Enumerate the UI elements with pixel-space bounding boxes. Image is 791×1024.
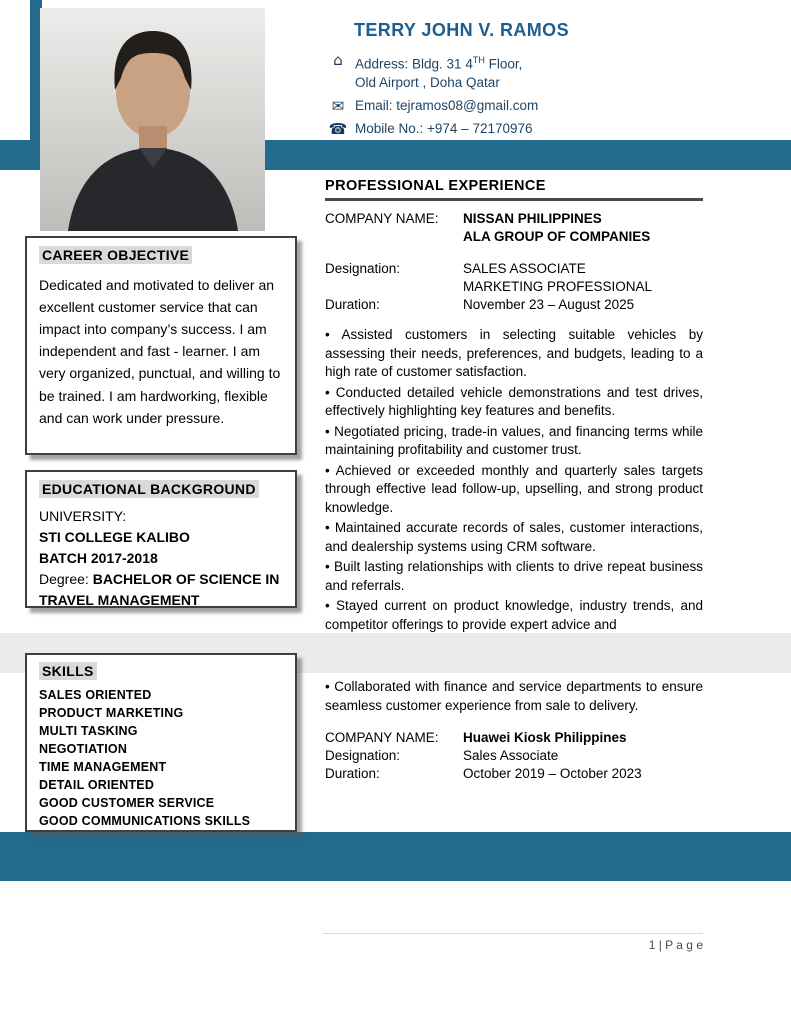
bullet-item: • Negotiated pricing, trade-in values, and financing terms while maintaining profitability and customer trust. [325, 423, 703, 460]
contact-block [328, 50, 758, 142]
bullet-item: • Conducted detailed vehicle demonstrations and test drives, effectively highlighting key features and benefits. [325, 384, 703, 421]
duration-value: October 2019 – October 2023 [463, 766, 642, 781]
designation-value-2: MARKETING PROFESSIONAL [463, 279, 653, 294]
bullet-item: • Maintained accurate records of sales, customer interactions, and dealership systems using CRM software. [325, 519, 703, 556]
candidate-name: TERRY JOHN V. RAMOS [354, 20, 569, 40]
skill-item: MULTI TASKING [39, 724, 138, 738]
phone-icon: ☎ [328, 120, 348, 138]
skills-heading: SKILLS [39, 662, 97, 680]
bullet-item: • Achieved or exceeded monthly and quarterly sales targets through effective lead follow-up, upselling, and strong product knowledge. [325, 462, 703, 518]
skill-item: SALES ORIENTED [39, 688, 152, 702]
header [328, 20, 758, 142]
duration-row [325, 765, 703, 783]
designation-label: Designation: [325, 748, 401, 763]
skills-list [39, 686, 283, 830]
designation-label: Designation: [325, 261, 401, 276]
address-superscript: TH [472, 55, 485, 65]
email-icon: ✉ [331, 97, 345, 115]
bullet-item: • Collaborated with finance and service departments to ensure seamless customer experience from sale to delivery. [325, 678, 703, 715]
company-name: Huawei Kiosk Philippines [463, 730, 627, 745]
career-objective-heading: CAREER OBJECTIVE [39, 246, 192, 264]
address-prefix: Address: Bldg. 31 4 [355, 56, 473, 72]
company-row [325, 210, 703, 228]
designation-row [325, 747, 703, 765]
career-objective-text: Dedicated and motivated to deliver an excellent customer service that can impact into company’s success. I am independent and fast - learner. I am very organized, punctual, and willing to be trained. I am hardworking, flexible and can work under pressure. [39, 277, 281, 426]
designation-row-2 [325, 278, 703, 296]
duration-label: Duration: [325, 766, 380, 781]
bullet-item: • Stayed current on product knowledge, industry trends, and competitor offerings to provide expert advice and [325, 597, 703, 634]
address-suffix: Floor, [484, 56, 523, 72]
footer-divider [323, 933, 703, 934]
duration-label: Duration: [325, 297, 380, 312]
bottom-accent-band [0, 832, 791, 881]
degree-name: BACHELOR OF SCIENCE IN TRAVEL MANAGEMENT [39, 571, 280, 608]
designation-value: Sales Associate [463, 748, 559, 763]
experience-heading: PROFESSIONAL EXPERIENCE [325, 178, 546, 194]
designation-value: SALES ASSOCIATE [463, 261, 586, 276]
contact-address [328, 50, 758, 73]
company-name-2: ALA GROUP OF COMPANIES [463, 229, 651, 244]
skill-item: TIME MANAGEMENT [39, 760, 167, 774]
education-box [25, 470, 297, 608]
portrait-photo [40, 8, 265, 231]
degree-line [39, 569, 283, 611]
bullet-item: • Assisted customers in selecting suitable vehicles by assessing their needs, preferences, and budgets, leading to a high rate of customer satisfaction. [325, 326, 703, 382]
experience-bullets [325, 326, 703, 715]
duration-row [325, 296, 703, 314]
skill-item: PRODUCT MARKETING [39, 706, 184, 720]
contact-mobile [328, 119, 758, 142]
education-lines [39, 506, 283, 611]
degree-label: Degree: [39, 571, 93, 587]
skills-box [25, 653, 297, 832]
heading-rule [325, 198, 703, 201]
second-job-block [325, 729, 703, 783]
company-row-2 [325, 228, 703, 246]
skill-item: DETAIL ORIENTED [39, 778, 155, 792]
experience-section [325, 178, 703, 783]
home-icon: ⌂ [333, 51, 343, 69]
education-heading: EDUCATIONAL BACKGROUND [39, 480, 259, 498]
label-spacer [325, 228, 463, 246]
company-name: NISSAN PHILIPPINES [463, 211, 602, 226]
address-line2: Old Airport , Doha Qatar [355, 75, 500, 90]
duration-value: November 23 – August 2025 [463, 297, 635, 312]
address-line1 [355, 50, 522, 75]
designation-row [325, 260, 703, 278]
university-name: STI COLLEGE KALIBO [39, 529, 190, 545]
spacer [325, 246, 703, 260]
company-label: COMPANY NAME: [325, 730, 439, 745]
university-label: UNIVERSITY: [39, 508, 127, 524]
contact-address-line2 [328, 73, 758, 96]
career-objective-box [25, 236, 297, 455]
company-label: COMPANY NAME: [325, 211, 439, 226]
skill-item: GOOD COMMUNICATIONS SKILLS [39, 814, 251, 828]
mobile-text: Mobile No.: +974 – 72170976 [355, 121, 533, 136]
skill-item: NEGOTIATION [39, 742, 128, 756]
skill-item: GOOD CUSTOMER SERVICE [39, 796, 215, 810]
batch-years: BATCH 2017-2018 [39, 550, 158, 566]
email-text: Email: tejramos08@gmail.com [355, 98, 539, 113]
contact-email [328, 96, 758, 119]
bullet-item: • Built lasting relationships with clients to drive repeat business and referrals. [325, 558, 703, 595]
company-row [325, 729, 703, 747]
label-spacer [325, 278, 463, 296]
page-number: 1 | P a g e [648, 938, 703, 952]
